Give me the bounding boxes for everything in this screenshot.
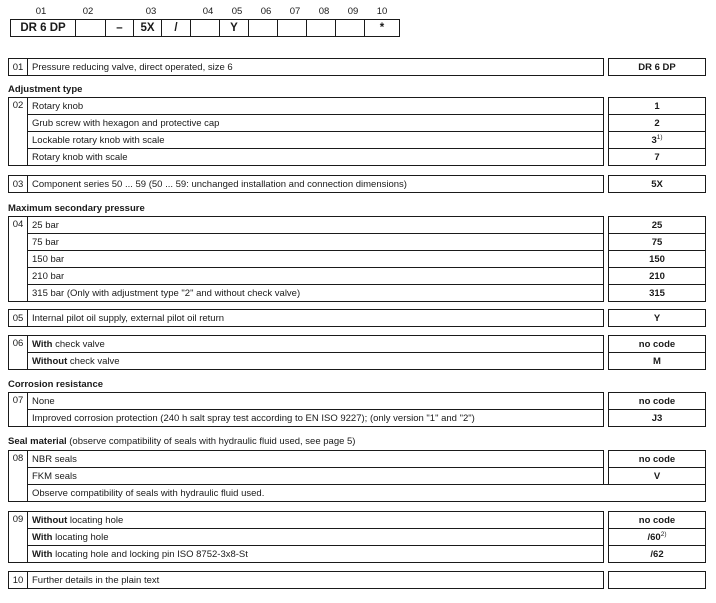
table-row xyxy=(9,529,706,546)
row-description: Grub screw with hexagon and protective cap xyxy=(28,115,604,132)
row-description: FKM seals xyxy=(28,468,604,485)
table-03 xyxy=(8,175,706,193)
row-description: 150 bar xyxy=(28,251,604,268)
position-number: 03 xyxy=(145,6,157,17)
row-description: NBR seals xyxy=(28,451,604,468)
table-06 xyxy=(8,335,706,370)
position-number: 02 xyxy=(82,6,94,17)
table-row xyxy=(9,393,706,410)
row-number: 03 xyxy=(9,176,28,193)
code-box: Y xyxy=(219,19,249,37)
footnote-marker: 1) xyxy=(656,133,663,141)
row-code: 3$^{1)}$ xyxy=(609,132,706,149)
row-code: Y xyxy=(609,310,706,327)
row-description: Lockable rotary knob with scale xyxy=(28,132,604,149)
row-description: With locating hole and locking pin ISO 8752-3x8-St xyxy=(28,546,604,563)
row-description: Without check valve xyxy=(28,353,604,370)
row-code: 210 xyxy=(609,268,706,285)
row-description: Without locating hole xyxy=(28,512,604,529)
row-code: DR 6 DP xyxy=(609,59,706,76)
row-number: 01 xyxy=(9,59,28,76)
table-corrosion xyxy=(8,392,706,427)
row-number: 08 xyxy=(9,451,28,502)
row-number: 02 xyxy=(9,98,28,166)
table-row xyxy=(9,485,706,502)
position-number: 06 xyxy=(260,6,272,17)
row-code: 315 xyxy=(609,285,706,302)
table-09 xyxy=(8,511,706,563)
table-row xyxy=(9,98,706,115)
row-description: 25 bar xyxy=(28,217,604,234)
table-row xyxy=(9,115,706,132)
table-row xyxy=(9,59,706,76)
row-number: 07 xyxy=(9,393,28,427)
table-01 xyxy=(8,58,706,76)
row-description: Internal pilot oil supply, external pilot oil return xyxy=(28,310,604,327)
row-code: 5X xyxy=(609,176,706,193)
table-pressure xyxy=(8,216,706,302)
row-code xyxy=(609,572,706,589)
row-code: 1 xyxy=(609,98,706,115)
row-description: With check valve xyxy=(28,336,604,353)
position-number: 09 xyxy=(347,6,359,17)
code-box: DR 6 DP xyxy=(10,19,76,37)
position-number: 07 xyxy=(289,6,301,17)
row-code: 150 xyxy=(609,251,706,268)
row-description: Component series 50 ... 59 (50 ... 59: unchanged installation and connection dimensions) xyxy=(28,176,604,193)
table-seal xyxy=(8,450,706,502)
row-code: no code xyxy=(609,512,706,529)
table-row xyxy=(9,251,706,268)
table-row xyxy=(9,234,706,251)
section-title: Corrosion resistance xyxy=(8,379,104,390)
row-description: None xyxy=(28,393,604,410)
table-row xyxy=(9,217,706,234)
row-number: 10 xyxy=(9,572,28,589)
row-description: Rotary knob xyxy=(28,98,604,115)
code-box xyxy=(335,19,365,37)
code-box: – xyxy=(105,19,134,37)
position-number: 04 xyxy=(202,6,214,17)
table-row xyxy=(9,512,706,529)
row-number: 05 xyxy=(9,310,28,327)
footnote-marker: 2) xyxy=(660,530,667,538)
row-description: Further details in the plain text xyxy=(28,572,604,589)
code-box xyxy=(75,19,106,37)
table-row xyxy=(9,468,706,485)
section-title: Maximum secondary pressure xyxy=(8,203,145,214)
table-row xyxy=(9,353,706,370)
table-row xyxy=(9,336,706,353)
table-row xyxy=(9,132,706,149)
ordering-code-header xyxy=(10,6,410,34)
row-code: V xyxy=(609,468,706,485)
row-description: Rotary knob with scale xyxy=(28,149,604,166)
code-box: / xyxy=(161,19,191,37)
row-code: 25 xyxy=(609,217,706,234)
table-row xyxy=(9,149,706,166)
section-title: Adjustment type xyxy=(8,84,83,95)
row-code: 75 xyxy=(609,234,706,251)
row-description: 75 bar xyxy=(28,234,604,251)
row-description: Improved corrosion protection (240 h salt spray test according to EN ISO 9227); (only version "1" and "2") xyxy=(28,410,604,427)
row-description: Pressure reducing valve, direct operated, size 6 xyxy=(28,59,604,76)
position-number: 08 xyxy=(318,6,330,17)
table-row xyxy=(9,572,706,589)
row-description: 210 bar xyxy=(28,268,604,285)
table-10 xyxy=(8,571,706,589)
code-box xyxy=(190,19,220,37)
row-code: no code xyxy=(609,451,706,468)
code-box: * xyxy=(364,19,400,37)
row-code: J3 xyxy=(609,410,706,427)
table-row xyxy=(9,176,706,193)
row-code: no code xyxy=(609,393,706,410)
table-row xyxy=(9,310,706,327)
table-adjustment xyxy=(8,97,706,166)
row-code: /60$^{2)}$ xyxy=(609,529,706,546)
position-numbers xyxy=(10,6,410,19)
row-description: Observe compatibility of seals with hydraulic fluid used. xyxy=(28,485,706,502)
table-row xyxy=(9,268,706,285)
code-box xyxy=(248,19,278,37)
row-code: 7 xyxy=(609,149,706,166)
code-box xyxy=(277,19,307,37)
code-box: 5X xyxy=(133,19,162,37)
position-number: 01 xyxy=(35,6,47,17)
row-number: 09 xyxy=(9,512,28,563)
row-number: 06 xyxy=(9,336,28,370)
row-code: no code xyxy=(609,336,706,353)
table-row xyxy=(9,285,706,302)
row-number: 04 xyxy=(9,217,28,302)
table-row xyxy=(9,451,706,468)
table-05 xyxy=(8,309,706,327)
row-code: 2 xyxy=(609,115,706,132)
table-row xyxy=(9,546,706,563)
position-number: 05 xyxy=(231,6,243,17)
row-code: /62 xyxy=(609,546,706,563)
row-code: M xyxy=(609,353,706,370)
position-number: 10 xyxy=(376,6,388,17)
row-description: 315 bar (Only with adjustment type "2" and without check valve) xyxy=(28,285,604,302)
table-row xyxy=(9,410,706,427)
code-box xyxy=(306,19,336,37)
section-title: Seal material (observe compatibility of seals with hydraulic fluid used, see page 5) xyxy=(8,436,356,447)
ordering-code-boxes xyxy=(10,19,400,39)
row-description: With locating hole xyxy=(28,529,604,546)
